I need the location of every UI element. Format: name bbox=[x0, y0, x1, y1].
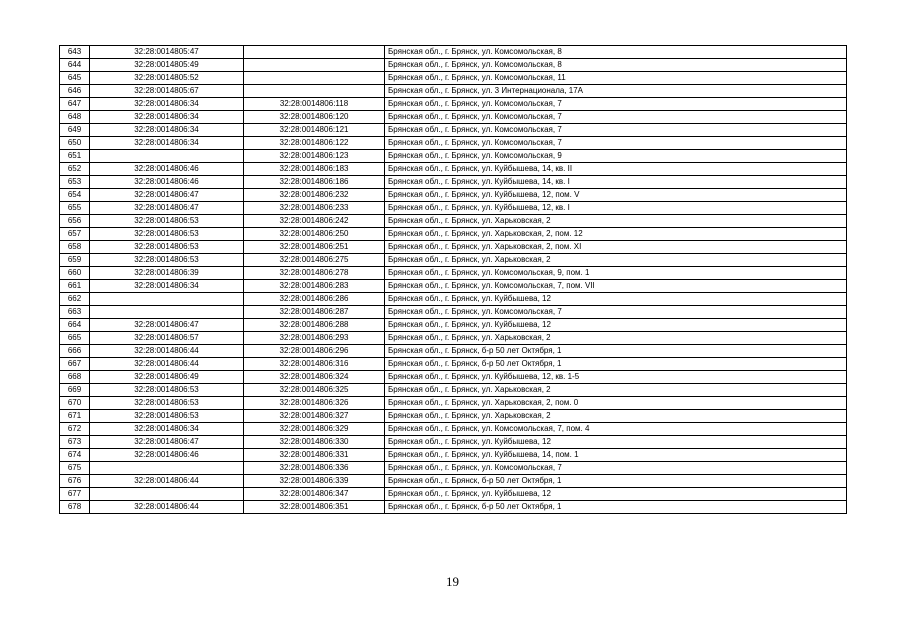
row-number-cell: 658 bbox=[60, 241, 90, 254]
address-cell: Брянская обл., г. Брянск, ул. Комсомольская, 7 bbox=[385, 462, 847, 475]
cadastral-number-premises-cell: 32:28:0014806:296 bbox=[244, 345, 385, 358]
table-row bbox=[60, 72, 847, 85]
cadastral-number-building-cell: 32:28:0014805:52 bbox=[90, 72, 244, 85]
address-cell: Брянская обл., г. Брянск, ул. Харьковская, 2 bbox=[385, 384, 847, 397]
row-number-cell: 643 bbox=[60, 46, 90, 59]
table-row bbox=[60, 436, 847, 449]
row-number-cell: 653 bbox=[60, 176, 90, 189]
cadastral-number-premises-cell: 32:28:0014806:251 bbox=[244, 241, 385, 254]
cadastral-number-premises-cell: 32:28:0014806:327 bbox=[244, 410, 385, 423]
address-cell: Брянская обл., г. Брянск, ул. Куйбышева, 12 bbox=[385, 319, 847, 332]
table-row bbox=[60, 423, 847, 436]
cadastral-number-building-cell: 32:28:0014805:47 bbox=[90, 46, 244, 59]
cadastral-number-building-cell bbox=[90, 293, 244, 306]
row-number-cell: 669 bbox=[60, 384, 90, 397]
table-row bbox=[60, 176, 847, 189]
cadastral-number-building-cell: 32:28:0014806:47 bbox=[90, 202, 244, 215]
row-number-cell: 663 bbox=[60, 306, 90, 319]
table-row bbox=[60, 280, 847, 293]
cadastral-number-building-cell bbox=[90, 150, 244, 163]
address-cell: Брянская обл., г. Брянск, ул. Куйбышева, 12 bbox=[385, 293, 847, 306]
table-row bbox=[60, 410, 847, 423]
cadastral-number-premises-cell: 32:28:0014806:118 bbox=[244, 98, 385, 111]
table-row bbox=[60, 228, 847, 241]
row-number-cell: 662 bbox=[60, 293, 90, 306]
cadastral-number-premises-cell: 32:28:0014806:286 bbox=[244, 293, 385, 306]
row-number-cell: 650 bbox=[60, 137, 90, 150]
table-row bbox=[60, 254, 847, 267]
table-row bbox=[60, 501, 847, 514]
row-number-cell: 672 bbox=[60, 423, 90, 436]
cadastral-number-building-cell: 32:28:0014806:44 bbox=[90, 475, 244, 488]
address-cell: Брянская обл., г. Брянск, ул. Куйбышева, 12, кв. I bbox=[385, 202, 847, 215]
cadastral-number-building-cell: 32:28:0014806:47 bbox=[90, 436, 244, 449]
table-row bbox=[60, 85, 847, 98]
cadastral-number-premises-cell: 32:28:0014806:250 bbox=[244, 228, 385, 241]
cadastral-number-premises-cell: 32:28:0014806:329 bbox=[244, 423, 385, 436]
cadastral-number-premises-cell: 32:28:0014806:326 bbox=[244, 397, 385, 410]
row-number-cell: 656 bbox=[60, 215, 90, 228]
table-row bbox=[60, 293, 847, 306]
row-number-cell: 648 bbox=[60, 111, 90, 124]
cadastral-number-building-cell: 32:28:0014806:34 bbox=[90, 98, 244, 111]
cadastral-number-premises-cell: 32:28:0014806:242 bbox=[244, 215, 385, 228]
row-number-cell: 674 bbox=[60, 449, 90, 462]
row-number-cell: 677 bbox=[60, 488, 90, 501]
cadastral-number-premises-cell: 32:28:0014806:287 bbox=[244, 306, 385, 319]
cadastral-number-premises-cell: 32:28:0014806:325 bbox=[244, 384, 385, 397]
table-row bbox=[60, 111, 847, 124]
row-number-cell: 660 bbox=[60, 267, 90, 280]
row-number-cell: 657 bbox=[60, 228, 90, 241]
registry-table-body bbox=[60, 46, 847, 514]
address-cell: Брянская обл., г. Брянск, ул. Харьковская, 2, пом. 12 bbox=[385, 228, 847, 241]
cadastral-number-building-cell bbox=[90, 306, 244, 319]
address-cell: Брянская обл., г. Брянск, ул. Харьковская, 2 bbox=[385, 215, 847, 228]
address-cell: Брянская обл., г. Брянск, б-р 50 лет Октября, 1 bbox=[385, 475, 847, 488]
cadastral-number-premises-cell: 32:28:0014806:347 bbox=[244, 488, 385, 501]
address-cell: Брянская обл., г. Брянск, ул. Комсомольская, 9 bbox=[385, 150, 847, 163]
address-cell: Брянская обл., г. Брянск, ул. Харьковская, 2, пом. XI bbox=[385, 241, 847, 254]
cadastral-number-premises-cell: 32:28:0014806:351 bbox=[244, 501, 385, 514]
address-cell: Брянская обл., г. Брянск, ул. Куйбышева, 14, пом. 1 bbox=[385, 449, 847, 462]
registry-table bbox=[59, 45, 847, 514]
row-number-cell: 675 bbox=[60, 462, 90, 475]
cadastral-number-building-cell: 32:28:0014806:46 bbox=[90, 449, 244, 462]
address-cell: Брянская обл., г. Брянск, ул. Комсомольская, 7 bbox=[385, 98, 847, 111]
cadastral-number-premises-cell: 32:28:0014806:324 bbox=[244, 371, 385, 384]
row-number-cell: 654 bbox=[60, 189, 90, 202]
row-number-cell: 671 bbox=[60, 410, 90, 423]
row-number-cell: 646 bbox=[60, 85, 90, 98]
cadastral-number-premises-cell: 32:28:0014806:293 bbox=[244, 332, 385, 345]
cadastral-number-building-cell: 32:28:0014806:53 bbox=[90, 384, 244, 397]
cadastral-number-building-cell: 32:28:0014806:49 bbox=[90, 371, 244, 384]
address-cell: Брянская обл., г. Брянск, б-р 50 лет Октября, 1 bbox=[385, 501, 847, 514]
page-number: 19 bbox=[446, 574, 459, 589]
row-number-cell: 652 bbox=[60, 163, 90, 176]
cadastral-number-building-cell: 32:28:0014806:47 bbox=[90, 189, 244, 202]
table-row bbox=[60, 345, 847, 358]
row-number-cell: 645 bbox=[60, 72, 90, 85]
cadastral-number-premises-cell: 32:28:0014806:278 bbox=[244, 267, 385, 280]
cadastral-number-building-cell: 32:28:0014806:53 bbox=[90, 254, 244, 267]
cadastral-number-premises-cell bbox=[244, 72, 385, 85]
address-cell: Брянская обл., г. Брянск, ул. Комсомольская, 7 bbox=[385, 306, 847, 319]
cadastral-number-building-cell: 32:28:0014806:53 bbox=[90, 241, 244, 254]
cadastral-number-building-cell: 32:28:0014806:44 bbox=[90, 345, 244, 358]
cadastral-number-premises-cell: 32:28:0014806:330 bbox=[244, 436, 385, 449]
address-cell: Брянская обл., г. Брянск, ул. 3 Интернационала, 17А bbox=[385, 85, 847, 98]
table-row bbox=[60, 488, 847, 501]
cadastral-number-premises-cell: 32:28:0014806:283 bbox=[244, 280, 385, 293]
cadastral-number-premises-cell bbox=[244, 46, 385, 59]
cadastral-number-building-cell: 32:28:0014806:39 bbox=[90, 267, 244, 280]
row-number-cell: 659 bbox=[60, 254, 90, 267]
row-number-cell: 651 bbox=[60, 150, 90, 163]
cadastral-number-premises-cell: 32:28:0014806:183 bbox=[244, 163, 385, 176]
row-number-cell: 664 bbox=[60, 319, 90, 332]
table-row bbox=[60, 449, 847, 462]
address-cell: Брянская обл., г. Брянск, ул. Комсомольская, 8 bbox=[385, 59, 847, 72]
cadastral-number-premises-cell: 32:28:0014806:275 bbox=[244, 254, 385, 267]
table-row bbox=[60, 202, 847, 215]
address-cell: Брянская обл., г. Брянск, б-р 50 лет Октября, 1 bbox=[385, 345, 847, 358]
address-cell: Брянская обл., г. Брянск, ул. Комсомольская, 8 bbox=[385, 46, 847, 59]
cadastral-number-building-cell: 32:28:0014806:34 bbox=[90, 280, 244, 293]
row-number-cell: 676 bbox=[60, 475, 90, 488]
cadastral-number-building-cell bbox=[90, 462, 244, 475]
cadastral-number-premises-cell: 32:28:0014806:339 bbox=[244, 475, 385, 488]
cadastral-number-premises-cell: 32:28:0014806:186 bbox=[244, 176, 385, 189]
cadastral-number-premises-cell: 32:28:0014806:316 bbox=[244, 358, 385, 371]
table-row bbox=[60, 98, 847, 111]
cadastral-number-building-cell: 32:28:0014806:44 bbox=[90, 501, 244, 514]
row-number-cell: 665 bbox=[60, 332, 90, 345]
row-number-cell: 668 bbox=[60, 371, 90, 384]
address-cell: Брянская обл., г. Брянск, ул. Куйбышева, 12, пом. V bbox=[385, 189, 847, 202]
address-cell: Брянская обл., г. Брянск, б-р 50 лет Октября, 1 bbox=[385, 358, 847, 371]
address-cell: Брянская обл., г. Брянск, ул. Комсомольская, 7, пом. VII bbox=[385, 280, 847, 293]
address-cell: Брянская обл., г. Брянск, ул. Куйбышева, 14, кв. I bbox=[385, 176, 847, 189]
table-row bbox=[60, 124, 847, 137]
row-number-cell: 667 bbox=[60, 358, 90, 371]
address-cell: Брянская обл., г. Брянск, ул. Куйбышева, 12 bbox=[385, 488, 847, 501]
address-cell: Брянская обл., г. Брянск, ул. Куйбышева, 14, кв. II bbox=[385, 163, 847, 176]
cadastral-number-building-cell bbox=[90, 488, 244, 501]
row-number-cell: 661 bbox=[60, 280, 90, 293]
row-number-cell: 649 bbox=[60, 124, 90, 137]
table-row bbox=[60, 163, 847, 176]
row-number-cell: 655 bbox=[60, 202, 90, 215]
cadastral-number-premises-cell: 32:28:0014806:233 bbox=[244, 202, 385, 215]
cadastral-number-building-cell: 32:28:0014806:34 bbox=[90, 111, 244, 124]
address-cell: Брянская обл., г. Брянск, ул. Харьковская, 2, пом. 0 bbox=[385, 397, 847, 410]
row-number-cell: 670 bbox=[60, 397, 90, 410]
table-row bbox=[60, 306, 847, 319]
address-cell: Брянская обл., г. Брянск, ул. Куйбышева, 12 bbox=[385, 436, 847, 449]
row-number-cell: 678 bbox=[60, 501, 90, 514]
cadastral-number-building-cell: 32:28:0014806:46 bbox=[90, 163, 244, 176]
table-row bbox=[60, 46, 847, 59]
cadastral-number-building-cell: 32:28:0014806:34 bbox=[90, 137, 244, 150]
table-row bbox=[60, 475, 847, 488]
address-cell: Брянская обл., г. Брянск, ул. Комсомольская, 7 bbox=[385, 111, 847, 124]
table-row bbox=[60, 137, 847, 150]
table-row bbox=[60, 319, 847, 332]
address-cell: Брянская обл., г. Брянск, ул. Комсомольская, 11 bbox=[385, 72, 847, 85]
table-row bbox=[60, 371, 847, 384]
table-row bbox=[60, 384, 847, 397]
address-cell: Брянская обл., г. Брянск, ул. Куйбышева, 12, кв. 1-5 bbox=[385, 371, 847, 384]
cadastral-number-building-cell: 32:28:0014806:53 bbox=[90, 215, 244, 228]
cadastral-number-premises-cell: 32:28:0014806:122 bbox=[244, 137, 385, 150]
table-row bbox=[60, 358, 847, 371]
table-row bbox=[60, 150, 847, 163]
table-row bbox=[60, 462, 847, 475]
table-row bbox=[60, 59, 847, 72]
cadastral-number-building-cell: 32:28:0014806:53 bbox=[90, 410, 244, 423]
table-row bbox=[60, 332, 847, 345]
cadastral-number-building-cell: 32:28:0014806:44 bbox=[90, 358, 244, 371]
table-row bbox=[60, 267, 847, 280]
cadastral-number-premises-cell: 32:28:0014806:121 bbox=[244, 124, 385, 137]
cadastral-number-building-cell: 32:28:0014805:67 bbox=[90, 85, 244, 98]
cadastral-number-premises-cell bbox=[244, 59, 385, 72]
cadastral-number-building-cell: 32:28:0014806:34 bbox=[90, 423, 244, 436]
address-cell: Брянская обл., г. Брянск, ул. Комсомольская, 7 bbox=[385, 137, 847, 150]
cadastral-number-building-cell: 32:28:0014806:47 bbox=[90, 319, 244, 332]
row-number-cell: 673 bbox=[60, 436, 90, 449]
table-row bbox=[60, 189, 847, 202]
table-row bbox=[60, 241, 847, 254]
address-cell: Брянская обл., г. Брянск, ул. Харьковская, 2 bbox=[385, 332, 847, 345]
cadastral-number-building-cell: 32:28:0014806:53 bbox=[90, 228, 244, 241]
cadastral-number-premises-cell: 32:28:0014806:288 bbox=[244, 319, 385, 332]
cadastral-number-building-cell: 32:28:0014806:34 bbox=[90, 124, 244, 137]
address-cell: Брянская обл., г. Брянск, ул. Харьковская, 2 bbox=[385, 254, 847, 267]
cadastral-number-premises-cell: 32:28:0014806:120 bbox=[244, 111, 385, 124]
row-number-cell: 647 bbox=[60, 98, 90, 111]
cadastral-number-building-cell: 32:28:0014806:57 bbox=[90, 332, 244, 345]
row-number-cell: 666 bbox=[60, 345, 90, 358]
cadastral-number-premises-cell bbox=[244, 85, 385, 98]
address-cell: Брянская обл., г. Брянск, ул. Комсомольская, 7, пом. 4 bbox=[385, 423, 847, 436]
cadastral-number-premises-cell: 32:28:0014806:232 bbox=[244, 189, 385, 202]
cadastral-number-premises-cell: 32:28:0014806:336 bbox=[244, 462, 385, 475]
row-number-cell: 644 bbox=[60, 59, 90, 72]
cadastral-number-premises-cell: 32:28:0014806:123 bbox=[244, 150, 385, 163]
cadastral-number-building-cell: 32:28:0014806:46 bbox=[90, 176, 244, 189]
table-row bbox=[60, 215, 847, 228]
cadastral-number-premises-cell: 32:28:0014806:331 bbox=[244, 449, 385, 462]
cadastral-number-building-cell: 32:28:0014806:53 bbox=[90, 397, 244, 410]
address-cell: Брянская обл., г. Брянск, ул. Комсомольская, 9, пом. 1 bbox=[385, 267, 847, 280]
address-cell: Брянская обл., г. Брянск, ул. Комсомольская, 7 bbox=[385, 124, 847, 137]
table-row bbox=[60, 397, 847, 410]
address-cell: Брянская обл., г. Брянск, ул. Харьковская, 2 bbox=[385, 410, 847, 423]
cadastral-number-building-cell: 32:28:0014805:49 bbox=[90, 59, 244, 72]
